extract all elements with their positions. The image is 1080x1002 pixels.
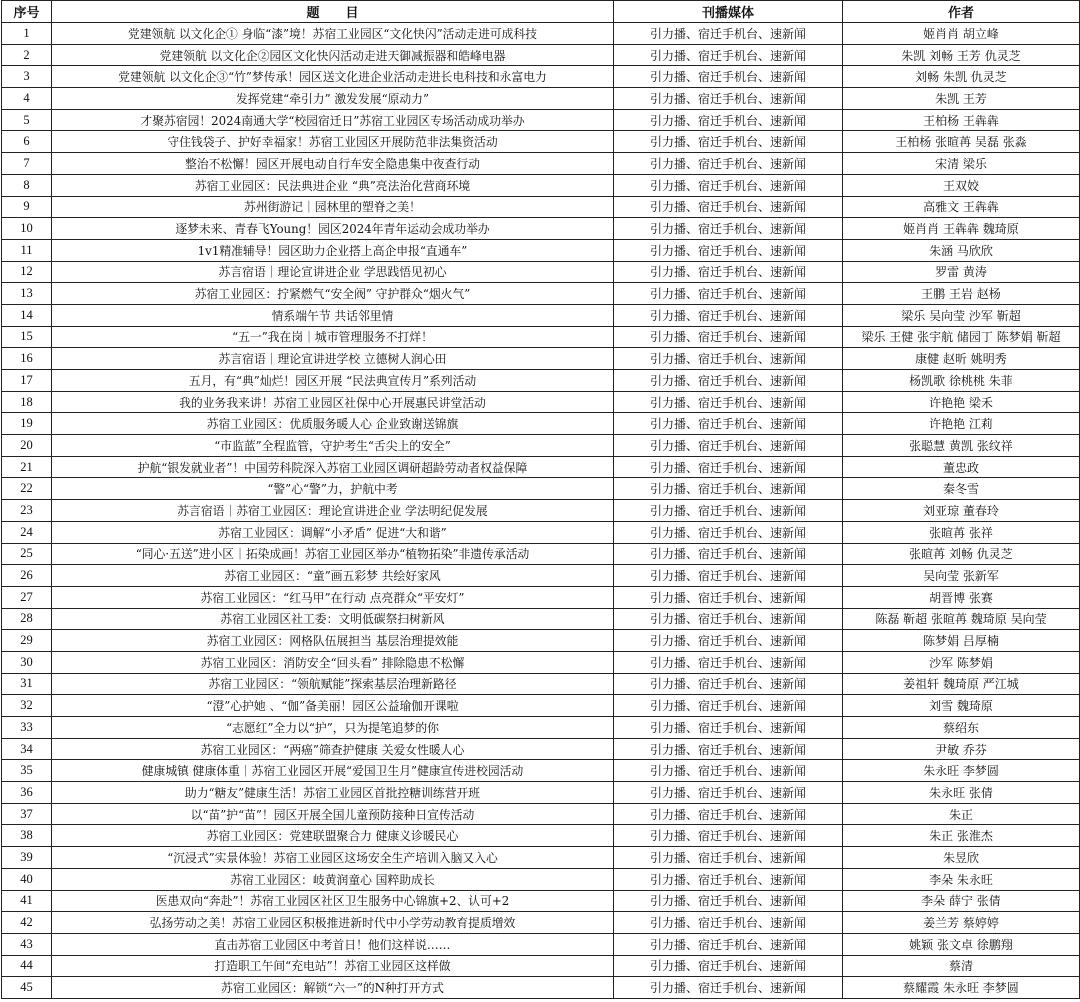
cell-title: 苏宿工业园区：“红马甲”在行动 点亮群众“平安灯” [52, 586, 614, 608]
table-row [2, 543, 1080, 565]
table-row [2, 261, 1080, 283]
cell-media: 引力播、宿迁手机台、速新闻 [614, 760, 843, 782]
cell-seq: 34 [2, 738, 52, 760]
cell-title: 苏宿工业园区：“领航赋能”探索基层治理新路径 [52, 673, 614, 695]
cell-author: 王柏杨 张暄苒 吴磊 张淼 [843, 131, 1080, 153]
cell-seq: 33 [2, 717, 52, 739]
cell-author: 张聪慧 黄凯 张纹祥 [843, 435, 1080, 457]
cell-media: 引力播、宿迁手机台、速新闻 [614, 630, 843, 652]
table-row [2, 565, 1080, 587]
cell-title: 弘扬劳动之美！苏宿工业园区积极推进新时代中小学劳动教育提质增效 [52, 912, 614, 934]
cell-media: 引力播、宿迁手机台、速新闻 [614, 608, 843, 630]
cell-seq: 4 [2, 88, 52, 110]
table-row [2, 847, 1080, 869]
table-header-row [2, 1, 1080, 23]
cell-author: 陈梦娟 吕厚楠 [843, 630, 1080, 652]
cell-seq: 17 [2, 370, 52, 392]
header-author: 作者 [843, 1, 1080, 23]
cell-seq: 23 [2, 500, 52, 522]
cell-media: 引力播、宿迁手机台、速新闻 [614, 174, 843, 196]
table-row [2, 651, 1080, 673]
cell-seq: 6 [2, 131, 52, 153]
cell-author: 朱凯 王芳 [843, 88, 1080, 110]
table-row [2, 782, 1080, 804]
table-row [2, 586, 1080, 608]
cell-seq: 21 [2, 456, 52, 478]
cell-title: “同心·五送”进小区｜拓染成画！苏宿工业园区举办“植物拓染”非遗传承活动 [52, 543, 614, 565]
cell-author: 罗雷 黄涛 [843, 261, 1080, 283]
table-row [2, 933, 1080, 955]
cell-seq: 2 [2, 44, 52, 66]
table-row [2, 803, 1080, 825]
table-row [2, 196, 1080, 218]
table-row [2, 717, 1080, 739]
table-row [2, 109, 1080, 131]
cell-media: 引力播、宿迁手机台、速新闻 [614, 326, 843, 348]
cell-seq: 9 [2, 196, 52, 218]
table-row [2, 66, 1080, 88]
cell-author: 许艳艳 梁禾 [843, 391, 1080, 413]
cell-media: 引力播、宿迁手机台、速新闻 [614, 239, 843, 261]
table-row [2, 413, 1080, 435]
table-row [2, 391, 1080, 413]
cell-title: 苏宿工业园区：消防安全“回头看” 排除隐患不松懈 [52, 651, 614, 673]
cell-seq: 39 [2, 847, 52, 869]
cell-seq: 19 [2, 413, 52, 435]
cell-author: 朱永旺 张倩 [843, 782, 1080, 804]
header-seq: 序号 [2, 1, 52, 23]
table-row [2, 218, 1080, 240]
cell-title: 苏宿工业园区：岐黄润童心 国粹助成长 [52, 868, 614, 890]
cell-title: 1v1精准辅导！园区助力企业搭上高企申报“直通车” [52, 239, 614, 261]
cell-author: 宋清 梁乐 [843, 153, 1080, 175]
cell-media: 引力播、宿迁手机台、速新闻 [614, 261, 843, 283]
cell-media: 引力播、宿迁手机台、速新闻 [614, 521, 843, 543]
table-row [2, 890, 1080, 912]
cell-author: 姚颖 张文卓 徐鹏翔 [843, 933, 1080, 955]
table-row [2, 370, 1080, 392]
table-body [2, 23, 1080, 999]
cell-title: “五一”我在岗｜城市管理服务不打烊！ [52, 326, 614, 348]
cell-title: “警”心“警”力，护航中考 [52, 478, 614, 500]
cell-seq: 44 [2, 955, 52, 977]
cell-title: 党建领航 以文化企① 身临“漆”境！苏宿工业园区“文化快闪”活动走进可成科技 [52, 23, 614, 45]
cell-seq: 18 [2, 391, 52, 413]
cell-seq: 22 [2, 478, 52, 500]
cell-author: 胡晋博 张赛 [843, 586, 1080, 608]
table-row [2, 283, 1080, 305]
table-row [2, 868, 1080, 890]
cell-media: 引力播、宿迁手机台、速新闻 [614, 109, 843, 131]
cell-seq: 1 [2, 23, 52, 45]
table-row [2, 673, 1080, 695]
cell-title: 守住钱袋子、护好幸福家！苏宿工业园区开展防范非法集资活动 [52, 131, 614, 153]
cell-title: “市监蓝”全程监管，守护考生“舌尖上的安全” [52, 435, 614, 457]
header-title: 题 目 [52, 1, 614, 23]
cell-media: 引力播、宿迁手机台、速新闻 [614, 88, 843, 110]
cell-title: 党建领航 以文化企③“竹”梦传承！园区送文化进企业活动走进长电科技和永富电力 [52, 66, 614, 88]
cell-media: 引力播、宿迁手机台、速新闻 [614, 651, 843, 673]
cell-title: 苏宿工业园区：调解“小矛盾” 促进“大和谐” [52, 521, 614, 543]
cell-media: 引力播、宿迁手机台、速新闻 [614, 717, 843, 739]
cell-media: 引力播、宿迁手机台、速新闻 [614, 44, 843, 66]
cell-seq: 10 [2, 218, 52, 240]
cell-title: 助力“糖友”健康生活！苏宿工业园区首批控糖训练营开班 [52, 782, 614, 804]
cell-media: 引力播、宿迁手机台、速新闻 [614, 673, 843, 695]
table-row [2, 44, 1080, 66]
cell-title: 以“苗”护“苗”！园区开展全国儿童预防接种日宣传活动 [52, 803, 614, 825]
table-row [2, 239, 1080, 261]
cell-seq: 8 [2, 174, 52, 196]
cell-media: 引力播、宿迁手机台、速新闻 [614, 23, 843, 45]
table-row [2, 435, 1080, 457]
cell-media: 引力播、宿迁手机台、速新闻 [614, 912, 843, 934]
cell-seq: 20 [2, 435, 52, 457]
cell-title: 苏言宿语｜苏宿工业园区：理论宣讲进企业 学法明纪促发展 [52, 500, 614, 522]
cell-media: 引力播、宿迁手机台、速新闻 [614, 825, 843, 847]
cell-author: 朱涵 马欣欣 [843, 239, 1080, 261]
cell-author: 刘雪 魏琦原 [843, 695, 1080, 717]
cell-title: “澄”心护她 、“伽”备美丽！园区公益瑜伽开课啦 [52, 695, 614, 717]
table-row [2, 630, 1080, 652]
cell-author: 朱正 张淮杰 [843, 825, 1080, 847]
cell-author: 张暄苒 张祥 [843, 521, 1080, 543]
cell-title: 医患双向“奔赴”！苏宿工业园区社区卫生服务中心锦旗+2、认可+2 [52, 890, 614, 912]
table-row [2, 326, 1080, 348]
table-row [2, 88, 1080, 110]
cell-author: 蔡绍东 [843, 717, 1080, 739]
cell-seq: 26 [2, 565, 52, 587]
cell-media: 引力播、宿迁手机台、速新闻 [614, 413, 843, 435]
cell-media: 引力播、宿迁手机台、速新闻 [614, 586, 843, 608]
cell-title: 苏宿工业园区社工委：文明低碳祭扫树新风 [52, 608, 614, 630]
cell-media: 引力播、宿迁手机台、速新闻 [614, 782, 843, 804]
cell-media: 引力播、宿迁手机台、速新闻 [614, 370, 843, 392]
cell-media: 引力播、宿迁手机台、速新闻 [614, 565, 843, 587]
cell-author: 尹敏 乔芬 [843, 738, 1080, 760]
cell-author: 姜兰芳 蔡婷婷 [843, 912, 1080, 934]
cell-media: 引力播、宿迁手机台、速新闻 [614, 868, 843, 890]
cell-media: 引力播、宿迁手机台、速新闻 [614, 478, 843, 500]
cell-media: 引力播、宿迁手机台、速新闻 [614, 933, 843, 955]
table-row [2, 977, 1080, 999]
cell-title: 苏言宿语｜理论宣讲进企业 学思践悟见初心 [52, 261, 614, 283]
cell-seq: 25 [2, 543, 52, 565]
cell-media: 引力播、宿迁手机台、速新闻 [614, 304, 843, 326]
cell-media: 引力播、宿迁手机台、速新闻 [614, 890, 843, 912]
cell-media: 引力播、宿迁手机台、速新闻 [614, 283, 843, 305]
cell-title: 苏宿工业园区：解锁“六一”的N种打开方式 [52, 977, 614, 999]
cell-title: 直击苏宿工业园区中考首日！他们这样说…… [52, 933, 614, 955]
cell-media: 引力播、宿迁手机台、速新闻 [614, 218, 843, 240]
cell-media: 引力播、宿迁手机台、速新闻 [614, 196, 843, 218]
cell-seq: 43 [2, 933, 52, 955]
table-row [2, 738, 1080, 760]
cell-seq: 13 [2, 283, 52, 305]
cell-author: 王柏杨 王犇犇 [843, 109, 1080, 131]
cell-media: 引力播、宿迁手机台、速新闻 [614, 847, 843, 869]
cell-title: 健康城镇 健康体重｜苏宿工业园区开展“爱国卫生月”健康宣传进校园活动 [52, 760, 614, 782]
table-row [2, 456, 1080, 478]
cell-media: 引力播、宿迁手机台、速新闻 [614, 348, 843, 370]
cell-seq: 24 [2, 521, 52, 543]
cell-seq: 3 [2, 66, 52, 88]
cell-seq: 15 [2, 326, 52, 348]
cell-seq: 27 [2, 586, 52, 608]
cell-media: 引力播、宿迁手机台、速新闻 [614, 435, 843, 457]
cell-media: 引力播、宿迁手机台、速新闻 [614, 153, 843, 175]
cell-title: 整治不松懈！园区开展电动自行车安全隐患集中夜查行动 [52, 153, 614, 175]
cell-author: 蔡清 [843, 955, 1080, 977]
cell-media: 引力播、宿迁手机台、速新闻 [614, 977, 843, 999]
cell-author: 康健 赵昕 姚明秀 [843, 348, 1080, 370]
cell-seq: 35 [2, 760, 52, 782]
cell-author: 沙军 陈梦娟 [843, 651, 1080, 673]
cell-seq: 45 [2, 977, 52, 999]
cell-author: 张暄苒 刘畅 仇灵芝 [843, 543, 1080, 565]
cell-seq: 5 [2, 109, 52, 131]
table-row [2, 825, 1080, 847]
cell-seq: 30 [2, 651, 52, 673]
cell-author: 朱永旺 李梦圆 [843, 760, 1080, 782]
table-row [2, 955, 1080, 977]
cell-author: 朱凯 刘畅 王芳 仇灵芝 [843, 44, 1080, 66]
table-row [2, 153, 1080, 175]
cell-title: “沉浸式”实景体验！苏宿工业园区这场安全生产培训入脑又入心 [52, 847, 614, 869]
cell-title: 逐梦未来、青春飞Young！园区2024年青年运动会成功举办 [52, 218, 614, 240]
cell-author: 李朵 薛宁 张倩 [843, 890, 1080, 912]
cell-seq: 11 [2, 239, 52, 261]
cell-media: 引力播、宿迁手机台、速新闻 [614, 738, 843, 760]
cell-author: 姬肖肖 胡立峰 [843, 23, 1080, 45]
cell-media: 引力播、宿迁手机台、速新闻 [614, 543, 843, 565]
table-row [2, 131, 1080, 153]
cell-seq: 40 [2, 868, 52, 890]
cell-author: 王双姣 [843, 174, 1080, 196]
header-media: 刊播媒体 [614, 1, 843, 23]
cell-title: 五月，有“典”灿烂！园区开展 “民法典宣传月”系列活动 [52, 370, 614, 392]
cell-title: 苏州街游记｜园林里的塑脊之美！ [52, 196, 614, 218]
cell-seq: 7 [2, 153, 52, 175]
cell-media: 引力播、宿迁手机台、速新闻 [614, 391, 843, 413]
cell-seq: 32 [2, 695, 52, 717]
table-row [2, 500, 1080, 522]
cell-seq: 31 [2, 673, 52, 695]
cell-media: 引力播、宿迁手机台、速新闻 [614, 131, 843, 153]
cell-author: 姜祖轩 魏琦原 严江城 [843, 673, 1080, 695]
cell-author: 李朵 朱永旺 [843, 868, 1080, 890]
cell-media: 引力播、宿迁手机台、速新闻 [614, 66, 843, 88]
cell-author: 秦冬雪 [843, 478, 1080, 500]
cell-title: “志愿红”全力以“护”，只为提笔追梦的你 [52, 717, 614, 739]
cell-author: 朱昱欣 [843, 847, 1080, 869]
cell-author: 刘畅 朱凯 仇灵芝 [843, 66, 1080, 88]
cell-title: 苏宿工业园区：民法典进企业 “典”亮法治化营商环境 [52, 174, 614, 196]
table-row [2, 695, 1080, 717]
cell-author: 梁乐 王健 张宇航 储园丁 陈梦娟 靳超 [843, 326, 1080, 348]
cell-author: 许艳艳 江莉 [843, 413, 1080, 435]
cell-author: 董忠政 [843, 456, 1080, 478]
cell-title: 苏宿工业园区：网格队伍展担当 基层治理提效能 [52, 630, 614, 652]
cell-seq: 14 [2, 304, 52, 326]
cell-author: 刘亚琼 董春玲 [843, 500, 1080, 522]
cell-title: 护航“银发就业者”！中国劳科院深入苏宿工业园区调研超龄劳动者权益保障 [52, 456, 614, 478]
cell-author: 姬肖肖 王犇犇 魏琦原 [843, 218, 1080, 240]
cell-title: 我的业务我来讲！苏宿工业园区社保中心开展惠民讲堂活动 [52, 391, 614, 413]
cell-title: 苏宿工业园区：优质服务暖人心 企业致谢送锦旗 [52, 413, 614, 435]
cell-media: 引力播、宿迁手机台、速新闻 [614, 695, 843, 717]
cell-title: 苏宿工业园区：党建联盟聚合力 健康义诊暖民心 [52, 825, 614, 847]
table-row [2, 521, 1080, 543]
table-row [2, 608, 1080, 630]
cell-title: 发挥党建“牵引力” 激发发展“原动力” [52, 88, 614, 110]
publication-table [1, 0, 1080, 999]
cell-title: 苏宿工业园区：拧紧燃气“安全阀” 守护群众“烟火气” [52, 283, 614, 305]
table-row [2, 912, 1080, 934]
cell-seq: 38 [2, 825, 52, 847]
cell-author: 杨凯歌 徐桃桃 朱菲 [843, 370, 1080, 392]
cell-title: 打造职工午间“充电站”！苏宿工业园区这样做 [52, 955, 614, 977]
cell-media: 引力播、宿迁手机台、速新闻 [614, 955, 843, 977]
cell-author: 梁乐 吴向莹 沙军 靳超 [843, 304, 1080, 326]
cell-author: 王鹏 王岩 赵杨 [843, 283, 1080, 305]
cell-title: 党建领航 以文化企②园区文化快闪活动走进天御减振器和皓峰电器 [52, 44, 614, 66]
table-row [2, 174, 1080, 196]
cell-seq: 42 [2, 912, 52, 934]
cell-author: 陈磊 靳超 张暄苒 魏琦原 吴向莹 [843, 608, 1080, 630]
cell-media: 引力播、宿迁手机台、速新闻 [614, 500, 843, 522]
table-row [2, 304, 1080, 326]
cell-media: 引力播、宿迁手机台、速新闻 [614, 456, 843, 478]
cell-media: 引力播、宿迁手机台、速新闻 [614, 803, 843, 825]
table-row [2, 760, 1080, 782]
cell-title: 情系端午节 共话邻里情 [52, 304, 614, 326]
cell-title: 苏言宿语｜理论宣讲进学校 立德树人润心田 [52, 348, 614, 370]
cell-author: 朱正 [843, 803, 1080, 825]
cell-seq: 36 [2, 782, 52, 804]
cell-seq: 41 [2, 890, 52, 912]
table-row [2, 23, 1080, 45]
cell-title: 苏宿工业园区：“童”画五彩梦 共绘好家风 [52, 565, 614, 587]
cell-seq: 29 [2, 630, 52, 652]
cell-seq: 37 [2, 803, 52, 825]
cell-title: 才聚苏宿园！2024南通大学“校园宿迁日”苏宿工业园区专场活动成功举办 [52, 109, 614, 131]
cell-seq: 16 [2, 348, 52, 370]
cell-author: 蔡耀霞 朱永旺 李梦圆 [843, 977, 1080, 999]
cell-author: 高雅文 王犇犇 [843, 196, 1080, 218]
table-row [2, 348, 1080, 370]
cell-seq: 28 [2, 608, 52, 630]
cell-author: 吴向莹 张新军 [843, 565, 1080, 587]
cell-seq: 12 [2, 261, 52, 283]
cell-title: 苏宿工业园区：“两癌”筛查护健康 关爱女性暖人心 [52, 738, 614, 760]
table-row [2, 478, 1080, 500]
